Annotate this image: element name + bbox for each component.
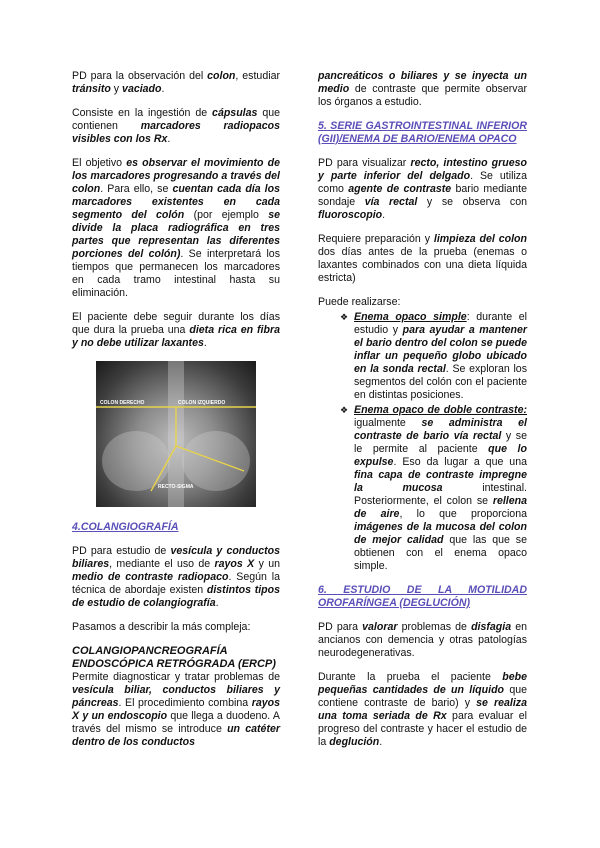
emphasis: vesícula biliar, conductos biliares y páncreas (72, 684, 280, 709)
text: y un (254, 558, 281, 570)
text: . Eso da lugar a que una (393, 456, 527, 468)
emphasis: cuentan cada día los marcadores existentes en cada segmento del colón (72, 183, 280, 221)
text: : durante el estudio y (354, 311, 527, 336)
emphasis: rayos X y un endoscopio (72, 697, 280, 722)
right-column (318, 70, 527, 760)
text: . (161, 83, 165, 95)
text: y se observa con (417, 196, 527, 208)
emphasis: se realiza una toma seriada de Rx (318, 697, 527, 722)
text: y se le permite al paciente (354, 430, 527, 455)
xray-label-rectosigmoid: RECTO-SIGMA (158, 484, 194, 490)
emphasis: bebe pequeñas cantidades de un líquido (318, 671, 527, 696)
text: . Según la técnica de abordaje existen (72, 571, 280, 596)
text: . (215, 597, 219, 609)
text: para evaluar el progreso del contraste y hacer el estudio de la (318, 710, 527, 748)
paragraph-intro-complex: Pasamos a describir la más compleja: (72, 621, 251, 633)
text: igualmente (354, 417, 422, 429)
text: (por ejemplo (184, 209, 269, 221)
emphasis: valorar (362, 621, 398, 633)
emphasis: Enema opaco de doble contraste: (354, 404, 527, 416)
text: problemas de (397, 621, 472, 633)
paragraph-ercp (72, 671, 280, 749)
text: Consiste en la ingestión de (72, 107, 213, 119)
paragraph-diet (72, 311, 280, 350)
heading-cholangiography: 4.COLANGIOGRAFÍA (72, 521, 179, 533)
text: . El procedimiento combina (118, 697, 252, 709)
text: . (379, 736, 383, 748)
emphasis: un catéter dentro de los conductos (72, 723, 280, 748)
emphasis: rayos X (214, 558, 255, 570)
emphasis: agente de contraste (348, 183, 452, 195)
emphasis: que lo expulse (354, 443, 527, 468)
emphasis: para ayudar a mantener el bario dentro del colon se puede inflar un pequeño globo ubicado en la sonda rectal (354, 324, 527, 375)
paragraph-can-be-done: Puede realizarse: (318, 296, 401, 308)
emphasis: pancreáticos o biliares y se inyecta un medio (318, 70, 527, 95)
paragraph-barium-enema (318, 157, 527, 222)
emphasis: fluoroscopio (318, 209, 383, 221)
colon-xray-image (96, 361, 256, 507)
emphasis: limpieza del colon (433, 233, 527, 245)
text: que las que se obtienen con el enema opaco simple. (354, 534, 527, 572)
emphasis: colon (207, 70, 236, 82)
text: PD para (318, 621, 363, 633)
emphasis: se divide la placa radiográfica en tres partes que representan las diferentes porciones del colón) (72, 209, 280, 260)
text: . (382, 209, 386, 221)
paragraph-cholangiography (72, 545, 280, 610)
text: y (110, 83, 123, 95)
text: Durante la prueba el paciente (318, 671, 503, 683)
emphasis: disfagia (471, 621, 512, 633)
emphasis: rellena de aire (354, 495, 527, 520)
text: que llega a duodeno. A través del mismo se introduce (72, 710, 280, 735)
xray-label-left-colon: COLON IZQUIERDO (178, 400, 226, 406)
text: . (167, 133, 171, 145)
text: intestinal. Posteriormente, el colon se (354, 482, 527, 507)
text: , mediante el uso de (109, 558, 215, 570)
text: PD para la observación del (72, 70, 208, 82)
paragraph-dysphagia (318, 621, 527, 660)
list-item-simple-enema (340, 311, 527, 402)
emphasis: fina capa de contraste impregne la mucosa (354, 469, 527, 494)
text: El paciente debe seguir durante los días que dura la prueba una (72, 311, 280, 336)
emphasis: vía rectal (364, 196, 418, 208)
paragraph-preparation (318, 233, 527, 285)
text: bario mediante sondaje (318, 183, 527, 208)
heading-barium-enema: 5. SERIE GASTROINTESTINAL INFERIOR (GII)/ENEMA DE BARIO/ENEMA OPACO (318, 120, 527, 145)
text: Requiere preparación y (318, 233, 434, 245)
heading-ercp: COLANGIOPANCREOGRAFÍA ENDOSCÓPICA RETRÓGRADA (ERCP) (72, 645, 276, 670)
paragraph-objective (72, 157, 280, 300)
text: que contiene contraste de bario) y (318, 684, 527, 709)
emphasis: medio de contraste radiopaco (72, 571, 229, 583)
paragraph-colon-transit (72, 70, 280, 96)
text: dos días antes de la prueba (enemas o laxantes combinados con una dieta líquida estricta) (318, 246, 527, 284)
text: . Se interpretará los tiempos que permanecen los marcadores en cada tramo intestinal hasta su eliminación. (72, 248, 280, 299)
emphasis: se administra el contraste de bario vía rectal (354, 417, 527, 442)
emphasis: es observar el movimiento de los marcadores progresando a través del colon (72, 157, 280, 195)
text: en ancianos con demencia y otras patologías neurodegenerativas. (318, 621, 528, 659)
emphasis: vaciado (122, 83, 162, 95)
text: El objetivo (72, 157, 127, 169)
emphasis: marcadores radiopacos visibles con los Rx (72, 120, 281, 145)
diamond-bullet-icon: ❖ (340, 312, 349, 322)
emphasis: distintos tipos de estudio de colangiografía (72, 584, 280, 609)
emphasis: recto, intestino grueso y parte inferior del delgado (318, 157, 528, 182)
text: , estudiar (235, 70, 280, 82)
emphasis: tránsito (72, 83, 111, 95)
list-item-double-contrast-enema (340, 404, 527, 573)
left-column (72, 70, 280, 760)
emphasis: imágenes de la mucosa del colon de mejor calidad (354, 521, 527, 546)
emphasis: deglución (329, 736, 380, 748)
text: . Se exploran los segmentos del colón con el paciente en distintas posiciones. (354, 363, 527, 401)
heading-swallow-study: 6. ESTUDIO DE LA MOTILIDAD OROFARÍNGEA (DEGLUCIÓN) (318, 584, 527, 609)
paragraph-swallow-procedure (318, 671, 527, 749)
emphasis: cápsulas (212, 107, 258, 119)
text: , lo que proporciona (399, 508, 527, 520)
emphasis: vesícula y conductos biliares (72, 545, 281, 570)
text: de contraste que permite observar los órganos a estudio. (318, 83, 527, 108)
emphasis: dieta rica en fibra y no debe utilizar laxantes (72, 324, 280, 349)
text: que contienen (72, 107, 281, 132)
diamond-bullet-icon: ❖ (340, 405, 349, 415)
text: PD para visualizar (318, 157, 411, 169)
text: Permite diagnosticar y tratar problemas de (72, 671, 280, 683)
paragraph-ercp-continued (318, 70, 527, 109)
emphasis: Enema opaco simple (354, 311, 467, 323)
text: PD para estudio de (72, 545, 171, 557)
xray-label-right-colon: COLON DERECHO (100, 400, 145, 406)
enema-types-list (318, 311, 527, 573)
text: . Para ello, se (100, 183, 173, 195)
text: . (203, 337, 207, 349)
text: . Se utiliza como (318, 170, 527, 195)
paragraph-capsules (72, 107, 280, 146)
